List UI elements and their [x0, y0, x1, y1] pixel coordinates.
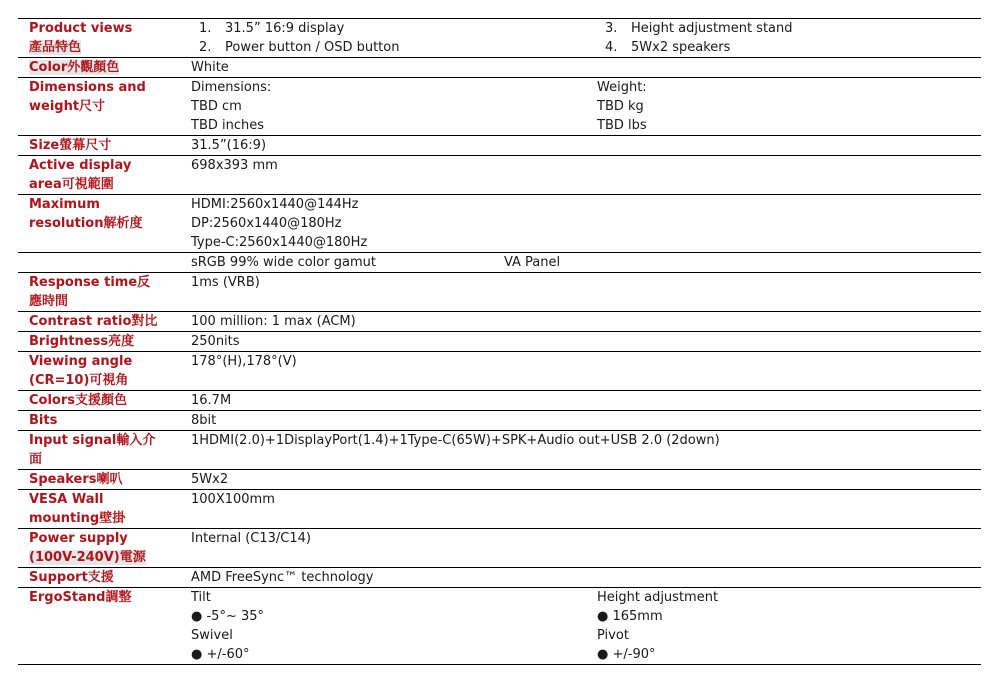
row-size — [18, 136, 981, 156]
swivel-value: ● +/-60° — [191, 647, 250, 662]
label-max-resolution: Maximum resolution解析度 — [18, 195, 179, 253]
pivot-title: Pivot — [597, 628, 629, 643]
row-bits — [18, 411, 981, 431]
tilt-value: ● -5°~ 35° — [191, 609, 265, 624]
row-color — [18, 58, 981, 78]
value-vesa: 100X100mm — [179, 490, 981, 529]
dimensions-title: Dimensions: — [191, 80, 272, 95]
label-gamut — [18, 253, 179, 273]
resolution-typec: Type-C:2560x1440@180Hz — [191, 235, 368, 250]
label-contrast: Contrast ratio對比 — [18, 312, 179, 332]
label-bits: Bits — [18, 411, 179, 431]
value-gamut — [179, 253, 981, 273]
feature-item: 1. 31.5” 16:9 display — [199, 21, 345, 36]
label-colors: Colors支援顏色 — [18, 391, 179, 411]
label-line: Product views — [29, 21, 133, 36]
row-gamut — [18, 253, 981, 273]
label-power-supply: Power supply (100V-240V)電源 — [18, 529, 179, 568]
resolution-hdmi: HDMI:2560x1440@144Hz — [191, 197, 359, 212]
dimensions-inches: TBD inches — [191, 118, 265, 133]
feature-item: 2. Power button / OSD button — [199, 40, 400, 55]
value-bits: 8bit — [179, 411, 981, 431]
row-brightness — [18, 332, 981, 352]
label-support: Support支援 — [18, 568, 179, 588]
label-size: Size螢幕尺寸 — [18, 136, 179, 156]
height-adjustment-title: Height adjustment — [597, 590, 719, 605]
weight-title: Weight: — [597, 80, 647, 95]
value-ergostand — [179, 588, 981, 665]
label-speakers: Speakers喇叭 — [18, 470, 179, 490]
row-viewing-angle — [18, 352, 981, 391]
label-line: 產品特色 — [29, 40, 82, 55]
value-power-supply: Internal (C13/C14) — [179, 529, 981, 568]
tilt-title: Tilt — [191, 590, 211, 605]
row-response-time — [18, 273, 981, 312]
gamut-text: sRGB 99% wide color gamut — [191, 255, 376, 270]
row-vesa — [18, 490, 981, 529]
value-viewing-angle: 178°(H),178°(V) — [179, 352, 981, 391]
swivel-title: Swivel — [191, 628, 233, 643]
label-viewing-angle: Viewing angle (CR=10)可視角 — [18, 352, 179, 391]
value-color: White — [179, 58, 981, 78]
value-size: 31.5”(16:9) — [179, 136, 981, 156]
weight-lbs: TBD lbs — [597, 118, 647, 133]
spec-table — [18, 18, 981, 665]
value-contrast: 100 million: 1 max (ACM) — [179, 312, 981, 332]
value-input-signal: 1HDMI(2.0)+1DisplayPort(1.4)+1Type-C(65W)+SPK+Audio out+USB 2.0 (2down) — [179, 431, 981, 470]
label-product-views — [18, 19, 179, 58]
label-active-area: Active display area可視範圍 — [18, 156, 179, 195]
label-color: Color外觀顏色 — [18, 58, 179, 78]
label-brightness: Brightness亮度 — [18, 332, 179, 352]
row-support — [18, 568, 981, 588]
weight-kg: TBD kg — [597, 99, 644, 114]
value-active-area: 698x393 mm — [179, 156, 981, 195]
row-contrast — [18, 312, 981, 332]
panel-type: VA Panel — [503, 255, 561, 270]
value-brightness: 250nits — [179, 332, 981, 352]
label-input-signal: Input signal輸入介 面 — [18, 431, 179, 470]
resolution-dp: DP:2560x1440@180Hz — [191, 216, 342, 231]
dimensions-cm: TBD cm — [191, 99, 242, 114]
row-product-views — [18, 19, 981, 58]
row-max-resolution — [18, 195, 981, 253]
value-support: AMD FreeSync™ technology — [179, 568, 981, 588]
value-response-time: 1ms (VRB) — [179, 273, 981, 312]
label-response-time: Response time反 應時間 — [18, 273, 179, 312]
value-dimensions — [179, 78, 981, 136]
row-power-supply — [18, 529, 981, 568]
row-colors — [18, 391, 981, 411]
row-dimensions — [18, 78, 981, 136]
row-input-signal — [18, 431, 981, 470]
value-product-views — [179, 19, 981, 58]
label-dimensions: Dimensions and weight尺寸 — [18, 78, 179, 136]
value-colors: 16.7M — [179, 391, 981, 411]
value-max-resolution — [179, 195, 981, 253]
row-speakers — [18, 470, 981, 490]
row-active-area — [18, 156, 981, 195]
row-ergostand — [18, 588, 981, 665]
feature-item: 3. Height adjustment stand — [605, 21, 793, 36]
label-ergostand: ErgoStand調整 — [18, 588, 179, 665]
value-speakers: 5Wx2 — [179, 470, 981, 490]
feature-item: 4. 5Wx2 speakers — [605, 40, 731, 55]
label-vesa: VESA Wall mounting壁掛 — [18, 490, 179, 529]
pivot-value: ● +/-90° — [597, 647, 656, 662]
height-adjustment-value: ● 165mm — [597, 609, 663, 624]
